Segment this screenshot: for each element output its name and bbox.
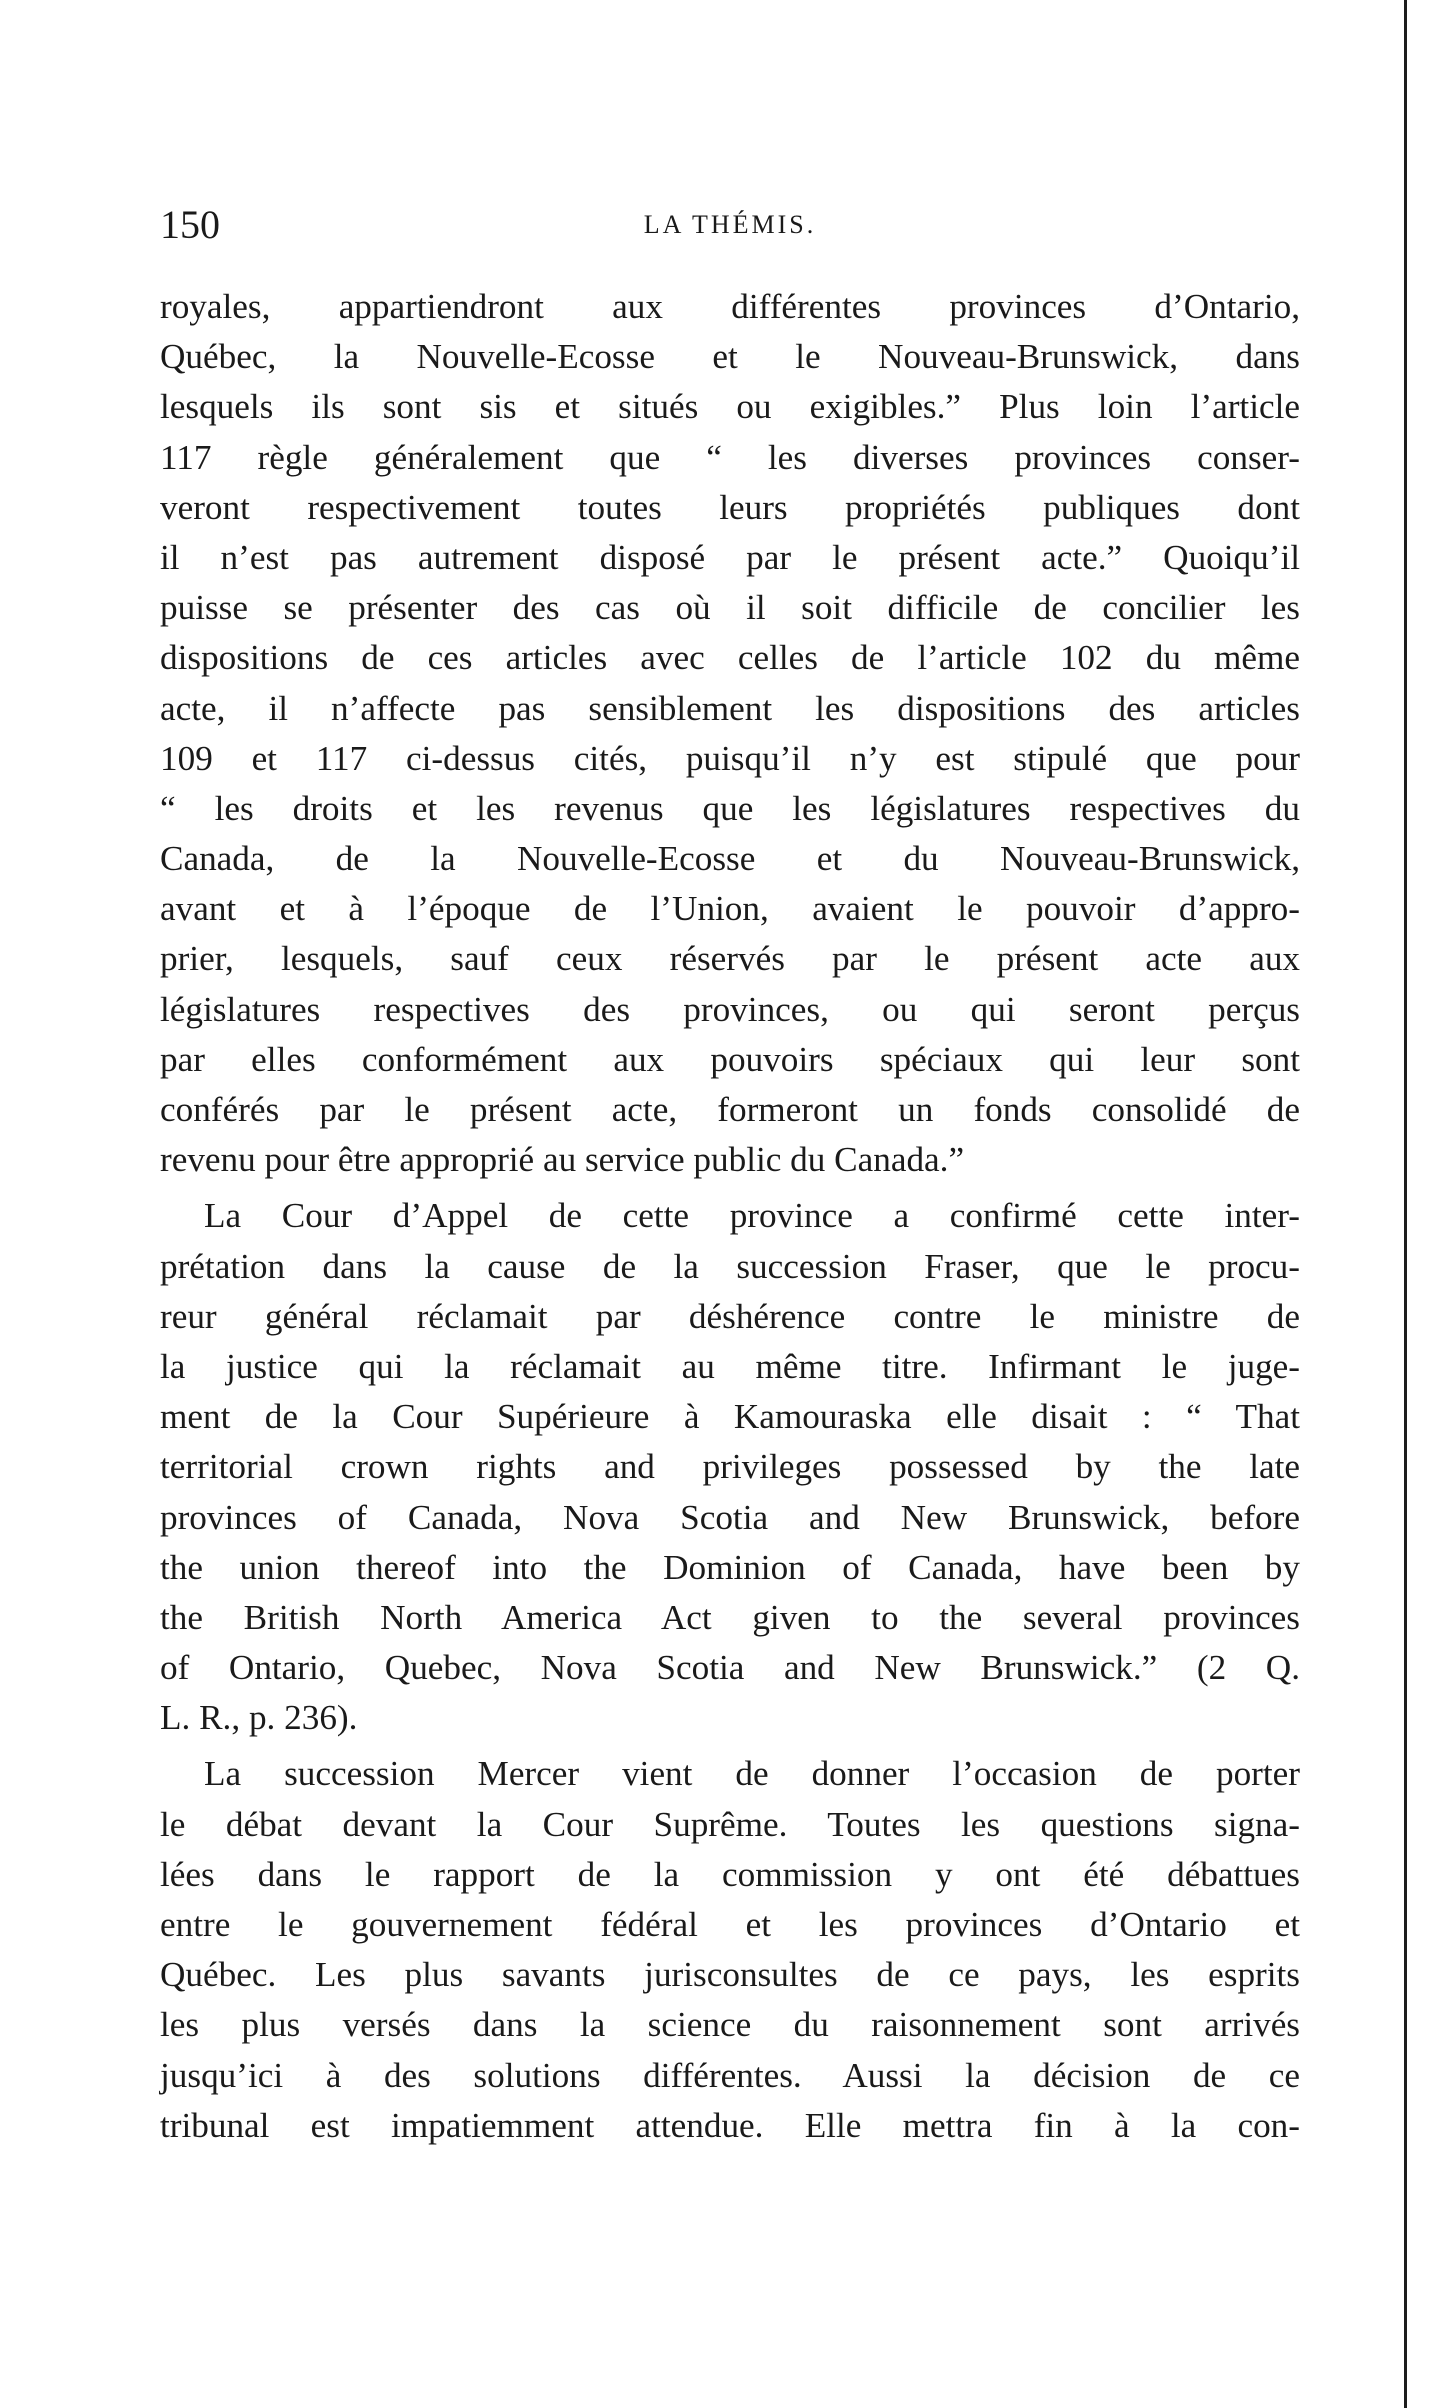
- page-header: [160, 200, 1300, 250]
- text-line: tribunal est impatiemment attendue. Elle mettra fin à la con-: [160, 2105, 1300, 2145]
- text-line: L. R., p. 236).: [160, 1698, 358, 1738]
- page-edge-rule: [1404, 0, 1407, 2408]
- body-text: [160, 282, 1300, 2151]
- text-line: Canada, de la Nouvelle-Ecosse et du Nouveau-Brunswick,: [160, 839, 1300, 879]
- text-line: the British North America Act given to the several provinces: [160, 1597, 1300, 1637]
- text-line: le débat devant la Cour Suprême. Toutes les questions signa-: [160, 1804, 1300, 1844]
- text-line: Québec, la Nouvelle-Ecosse et le Nouveau-Brunswick, dans: [160, 337, 1300, 377]
- text-line: conférés par le présent acte, formeront un fonds consolidé de: [160, 1090, 1300, 1129]
- running-title: LA THÉMIS.: [643, 210, 817, 239]
- text-line: lées dans le rapport de la commission y ont été débattues: [160, 1854, 1300, 1894]
- text-line: provinces of Canada, Nova Scotia and New Brunswick, before: [160, 1497, 1300, 1537]
- text-line: la justice qui la réclamait au même titre. Infirmant le juge-: [160, 1346, 1300, 1386]
- text-line: territorial crown rights and privileges possessed by the late: [160, 1447, 1300, 1487]
- text-line: La succession Mercer vient de donner l’occasion de porter: [204, 1754, 1300, 1794]
- text-line: acte, il n’affecte pas sensiblement les dispositions des articles: [160, 688, 1300, 728]
- text-line: dispositions de ces articles avec celles de l’article 102 du même: [160, 638, 1300, 678]
- paragraph-1: [160, 282, 1300, 1185]
- text-line: revenu pour être approprié au service public du Canada.”: [160, 1140, 965, 1180]
- text-line: 109 et 117 ci-dessus cités, puisqu’il n’y est stipulé que pour: [160, 738, 1300, 778]
- text-line: Québec. Les plus savants jurisconsultes de ce pays, les esprits: [160, 1955, 1300, 1995]
- text-line: “ les droits et les revenus que les législatures respectives du: [160, 788, 1300, 828]
- text-line: il n’est pas autrement disposé par le présent acte.” Quoiqu’il: [160, 537, 1300, 577]
- paragraph-3: [160, 1749, 1300, 2151]
- text-line: ment de la Cour Supérieure à Kamouraska elle disait : “ That: [160, 1397, 1300, 1437]
- text-line: jusqu’ici à des solutions différentes. Aussi la décision de ce: [160, 2055, 1300, 2095]
- text-line: prétation dans la cause de la succession Fraser, que le procu-: [160, 1246, 1300, 1286]
- text-line: par elles conformément aux pouvoirs spéciaux qui leur sont: [160, 1039, 1300, 1079]
- text-line: lesquels ils sont sis et situés ou exigibles.” Plus loin l’article: [160, 387, 1300, 427]
- text-line: of Ontario, Quebec, Nova Scotia and New Brunswick.” (2 Q.: [160, 1648, 1300, 1688]
- text-line: entre le gouvernement fédéral et les provinces d’Ontario et: [160, 1905, 1300, 1944]
- paragraph-2: [160, 1191, 1300, 1743]
- text-line: La Cour d’Appel de cette province a confirmé cette inter-: [204, 1196, 1300, 1236]
- text-line: prier, lesquels, sauf ceux réservés par le présent acte aux: [160, 939, 1300, 979]
- text-line: avant et à l’époque de l’Union, avaient le pouvoir d’appro-: [160, 889, 1300, 929]
- text-line: législatures respectives des provinces, ou qui seront perçus: [160, 989, 1300, 1029]
- text-line: les plus versés dans la science du raisonnement sont arrivés: [160, 2005, 1300, 2045]
- text-line: reur général réclamait par déshérence contre le ministre de: [160, 1296, 1300, 1336]
- text-line: royales, appartiendront aux différentes provinces d’Ontario,: [160, 287, 1300, 326]
- text-line: the union thereof into the Dominion of Canada, have been by: [160, 1547, 1300, 1587]
- text-line: puisse se présenter des cas où il soit difficile de concilier les: [160, 588, 1300, 628]
- text-line: 117 règle généralement que “ les diverses provinces conser-: [160, 437, 1300, 477]
- text-line: veront respectivement toutes leurs propriétés publiques dont: [160, 487, 1300, 527]
- page-number: 150: [160, 202, 220, 247]
